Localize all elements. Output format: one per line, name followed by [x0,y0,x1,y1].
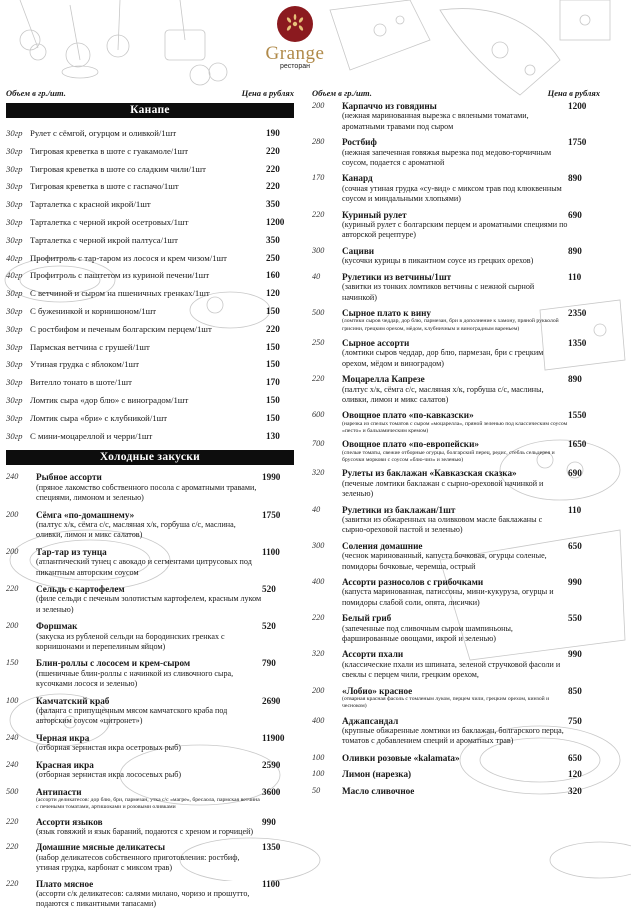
canape-row [6,374,294,392]
item-name: Ассорти разносолов с грибочками [342,577,484,587]
item-body [342,338,568,369]
item-price: 130 [266,430,280,441]
item-body [342,505,568,536]
item-volume: 220 [6,842,19,852]
item-volume: 400 [312,577,325,586]
item-body [36,621,262,652]
menu-item [312,272,600,303]
cheese-sketch [330,0,610,95]
item-description: (капуста маринованная, патиссоны, мини-кукуруза, огурцы и помидоры слабой соли, опята, лисички) [342,587,554,607]
restaurant-logo [255,6,335,90]
item-body [342,137,568,168]
item-price: 110 [568,271,582,282]
item-price: 220 [266,181,280,192]
item-name: Рулетики из баклажан/1шт [342,504,456,515]
item-price: 350 [266,234,280,245]
item-price: 1100 [262,546,280,557]
menu-item [312,769,600,779]
menu-item [312,210,600,241]
item-name: Овощное плато «по-европейски» [342,439,479,450]
menu-item [6,472,294,503]
item-name: Белый гриб [342,613,392,624]
item-price: 890 [568,173,582,184]
item-volume: 500 [6,786,19,796]
item-volume: 40 [312,271,321,281]
cold-appetizers-list-continued [312,101,600,796]
item-name: Профитроль с паштетом из куриной печени/1шт [30,270,210,281]
item-name: Камчатский краб [36,695,110,706]
item-description: (нежная запеченная говяжья вырезка под медово-горчичным соусом, подается с ароматной [342,147,552,168]
left-column [6,88,294,910]
item-volume: 30гр [6,199,23,210]
menu-item [312,649,600,680]
item-price: 520 [262,621,276,632]
logo-name: Grange [265,43,325,64]
item-volume: 170 [312,173,325,183]
item-price: 650 [568,540,582,551]
item-name: Ассорти языков [36,816,103,827]
menu-item [312,468,600,499]
item-volume: 30гр [6,394,23,405]
item-volume: 220 [6,878,19,888]
right-column [312,88,600,796]
item-name: Масло сливочное [342,785,415,796]
item-price: 150 [266,305,280,316]
item-volume: 30гр [6,128,23,138]
item-price: 220 [266,145,280,156]
menu-item [312,173,600,204]
item-body [342,210,568,241]
item-name: Тарталетка с красной икрой/1шт [30,199,151,210]
item-volume: 30гр [6,377,23,388]
item-price: 1200 [266,216,285,227]
item-volume: 200 [6,546,19,556]
menu-item [6,510,294,541]
item-body [342,577,568,608]
canape-row [6,356,294,374]
menu-item [312,613,600,644]
menu-item [6,787,294,812]
item-name: Ломтик сыра «дор блю» с виноградом/1шт [30,394,189,405]
item-volume: 220 [6,816,19,826]
item-volume: 200 [312,685,325,695]
item-body [36,733,262,754]
item-description: (сочная утиная грудка «су-вид» с миксом трав под клюквенным соусом и миндальными хлопьями) [342,183,562,204]
item-volume: 240 [6,759,19,769]
item-description: (палтус х/к, сёмга с/с, масляная х/к, горбуша с/с, маслина, оливки, лимон и микс салатов) [36,519,236,540]
item-name: Куриный рулет [342,209,407,220]
item-name: Рулетики из ветчины/1шт [342,271,452,282]
item-volume: 200 [6,509,19,519]
item-description: (фаланга с припущенным мясом камчатского краба под авторским соусом «цитронет») [36,706,228,726]
item-volume: 30гр [6,216,23,227]
item-volume: 40гр [6,252,23,263]
item-volume: 30гр [6,323,23,334]
canape-row [6,232,294,250]
canape-list [6,125,294,445]
menu-item [312,246,600,267]
canape-row [6,214,294,232]
item-name: Соления домашние [342,540,423,551]
item-volume: 300 [312,540,325,550]
item-name: С мини-моцареллой и черри/1шт [30,430,153,441]
item-name: Профитроль с тар-таром из лосося и крем чизом/1шт [30,252,227,263]
canape-row [6,428,294,446]
item-body [342,272,568,303]
item-price: 1200 [568,101,587,111]
item-price: 2690 [262,695,281,706]
item-body [36,547,262,578]
item-body [342,101,568,132]
item-description: (атлантический тунец с авокадо и сегментами цитрусовых под пикантным авторским соусом [36,557,252,577]
item-body [342,173,568,204]
item-volume: 100 [312,752,325,762]
item-body [342,308,568,333]
menu-item [312,686,600,711]
menu-item [312,374,600,405]
item-name: Вителло тонато в шоте/1шт [30,377,132,388]
item-name: Карпаччо из говядины [342,101,437,111]
item-description: (чеснок маринованный, капуста бочковая, огурцы соленые, помидоры бочковые, черемша, острый [342,551,547,571]
menu-item [6,696,294,727]
item-description: (закуска из рубленой сельди на бородинских гренках с корнишонами и перепелиным яйцом) [36,631,225,652]
item-price: 1100 [262,878,280,889]
menu-item [312,439,600,464]
item-description: (завитки из обжаренных на оливковом масле баклажаны с сырно-ореховой пастой и зеленью) [342,514,543,535]
item-body [36,760,262,781]
item-volume: 30гр [6,234,23,245]
item-description: (запеченные под сливочным сыром шампиньоны, фаршированные овощами, икрой и зеленью) [342,623,513,644]
item-price: 3600 [262,786,281,797]
item-price: 890 [568,374,582,385]
canape-row [6,250,294,268]
canape-row [6,143,294,161]
item-volume: 150 [6,658,19,668]
item-name: Тар-тар из тунца [36,546,107,557]
item-price: 220 [266,163,280,174]
item-body [342,246,568,267]
item-name: Ростбиф [342,137,377,148]
canape-section-title: Канапе [6,103,294,118]
item-volume: 700 [312,439,325,449]
item-volume: 300 [312,245,325,255]
item-volume: 320 [312,468,325,478]
item-name: Сырное плато к вину [342,307,431,318]
item-name: Тигровая креветка в шоте со сладким чили/1шт [30,163,206,174]
item-name: Тигровая креветка в шоте с гаспачо/1шт [30,181,179,192]
item-price: 320 [568,785,582,796]
menu-item [6,621,294,652]
item-body [342,716,568,747]
item-body [342,686,568,711]
item-volume: 220 [312,613,325,623]
item-body [342,439,568,464]
item-body [342,468,568,499]
item-price: 1350 [262,842,281,853]
canape-row [6,321,294,339]
item-volume: 250 [312,337,325,347]
item-volume: 220 [312,374,325,384]
item-price: 250 [266,252,280,263]
item-price: 170 [266,377,280,388]
item-body [36,842,262,873]
item-description: (кусочки курицы в пикантном соусе из грецких орехов) [342,256,534,266]
item-name: Овощное плато «по-кавказски» [342,410,474,421]
item-name: Рулет с сёмгой, огурцом и оливкой/1шт [30,128,177,138]
item-price: 120 [568,769,582,780]
item-description: (нарезка из спелых томатов с сыром «моцарелла», пряной зеленью под классическим соусом «песто» и бальзамическим кремом) [342,420,568,435]
item-volume: 30гр [6,430,23,441]
item-description: (филе сельди с печеным золотистым картофелем, красным луком и зеленью) [36,594,262,614]
item-price: 990 [262,816,276,827]
item-name: С ветчиной и сыром на пшеничных гренках/1шт [30,288,210,299]
item-body [36,787,262,812]
menu-item [6,584,294,615]
menu-item [312,716,600,747]
item-volume: 30гр [6,412,23,423]
item-price: 1750 [262,509,281,520]
item-name: Рулеты из баклажан «Кавказская сказка» [342,468,517,479]
menu-item [312,505,600,536]
item-name: Сырное ассорти [342,337,410,348]
logo-subtitle: ресторан [280,63,310,70]
item-name: Моцарелла Капрезе [342,374,425,385]
item-price: 690 [568,468,582,479]
item-price: 220 [266,323,280,334]
item-name: Рыбное ассорти [36,472,102,483]
item-price: 1350 [568,337,587,348]
item-price: 790 [262,658,276,669]
item-volume: 280 [312,137,325,147]
item-body [36,817,262,838]
item-body [36,658,262,689]
item-description: (пряное лакомство собственного посола с ароматными травами, специями, лимоном и зеленью) [36,482,257,503]
item-body [342,374,568,405]
item-price: 1990 [262,472,281,483]
item-name: С буженинкой и корнишоном/1шт [30,305,157,316]
item-name: Тарталетка с черной икрой палтуса/1шт [30,234,178,245]
item-description: (нежная маринованная вырезка с вялеными томатами, ароматными травами под сыром [342,111,529,131]
canape-row [6,178,294,196]
menu-item [6,733,294,754]
item-volume: 30гр [6,288,23,299]
item-volume: 100 [6,695,19,705]
item-price: 1650 [568,439,587,450]
item-price: 120 [266,288,280,299]
item-description: (классические пхали из шпината, зеленой стручковой фасоли и свеклы с перцем чили, грецким орехом, [342,659,561,680]
item-name: «Лобио» красное [342,685,413,696]
item-name: Тигровая креветка в шоте с гуакамоле/1шт [30,145,189,156]
menu-item [312,410,600,435]
item-body [342,649,568,680]
item-body [342,613,568,644]
item-volume: 200 [312,101,325,110]
item-description: (куриный рулет с болгарским перцем и ароматными специями по авторской рецептуре) [342,220,568,240]
item-price: 150 [266,341,280,352]
item-price: 150 [266,359,280,370]
menu-item [312,577,600,608]
item-price: 150 [266,412,280,423]
item-price: 190 [266,128,280,138]
item-volume: 30гр [6,305,23,316]
menu-item [312,101,600,132]
item-name: Пармская ветчина с грушей/1шт [30,341,150,352]
menu-item [312,753,600,763]
item-name: Сельдь с картофелем [36,584,125,594]
menu-item [312,786,600,796]
item-body [342,769,568,779]
wheat-ornament-icon [283,13,307,35]
price-header: Цена в рублях [547,88,600,98]
item-name: Плато мясное [36,878,94,889]
canape-sketch [20,0,227,85]
item-volume: 600 [312,410,325,420]
item-volume: 30гр [6,359,23,370]
volume-header: Объем в гр./шт. [312,88,372,98]
item-volume: 220 [312,209,325,219]
price-header: Цена в рублях [241,88,294,98]
volume-header: Объем в гр./шт. [6,88,66,98]
item-description: (крупные обжаренные ломтики из баклажан, болгарского перца, томатов с добавлением специй и ароматных трав) [342,726,564,746]
item-name: Красная икра [36,759,94,770]
canape-row [6,339,294,357]
item-price: 1550 [568,410,587,421]
left-column-header [6,88,294,101]
canape-row [6,125,294,143]
item-price: 2350 [568,307,587,318]
canape-row [6,392,294,410]
item-name: С ростбифом и печеным болгарским перцем/1шт [30,323,212,334]
item-description: (пшеничные блин-роллы с начинкой из сливочного сыра, кусочками лосося и зеленью) [36,668,234,689]
item-description: (завитки из тонких ломтиков ветчины с нежной сырной начинкой) [342,282,535,302]
menu-item [6,842,294,873]
item-description: (спелые томаты, свежие отборные огурцы, болгарский перец, редис, стебль сельдерея и брусочки моркови с соусом «блю-чиз» и зеленью) [342,449,555,464]
item-volume: 30гр [6,163,23,174]
item-name: Аджапсандал [342,715,399,726]
item-volume: 30гр [6,341,23,352]
menu-item [312,541,600,572]
cold-appetizers-list [6,472,294,909]
item-body [342,541,568,572]
item-name: Канард [342,173,373,184]
item-description: (ломтики сыров чеддар, дор блю, пармезан, бри с грецким орехом, мёдом и виноградом) [342,348,544,368]
item-volume: 220 [6,584,19,593]
item-body [36,472,262,503]
item-name: Сациви [342,245,375,256]
item-description: (набор деликатесов собственного приготовления: ростбиф, утиная грудка, карбонат с миксом трав) [36,852,240,873]
item-price: 690 [568,209,582,220]
menu-item [6,547,294,578]
menu-item [6,817,294,838]
item-description: (ассорти деликатесов: дор блю, бри, пармезан, утка с/с «магре», бресаола, пармская ветчина с печеными томатами, артишоками и розовыми оливками [36,796,260,811]
item-price: 110 [568,504,582,515]
item-description: (печеные ломтики баклажан с сырно-ореховой начинкой и зеленью) [342,478,544,499]
menu-item [6,658,294,689]
item-name: Лимон (нарезка) [342,769,412,780]
item-body [342,410,568,435]
item-price: 350 [266,199,280,210]
item-price: 520 [262,584,276,594]
item-volume: 500 [312,307,325,317]
item-name: Черная икра [36,732,90,743]
item-body [36,510,262,541]
item-price: 11900 [262,732,285,743]
item-volume: 50 [312,785,321,795]
item-volume: 40гр [6,270,23,281]
item-price: 750 [568,715,582,726]
item-price: 550 [568,613,582,624]
item-description: (отварная красная фасоль с томленым луком, перцем чили, грецким орехом, кинзой и чесноком) [342,696,550,710]
item-volume: 240 [6,472,19,482]
item-price: 1750 [568,137,587,148]
item-name: Антипасти [36,786,82,797]
cold-section-title: Холодные закуски [6,450,294,465]
item-name: Утиная грудка с яблоком/1шт [30,359,139,370]
item-name: Тарталетка с черной икрой осетровых/1шт [30,216,189,227]
menu-item [312,137,600,168]
canape-row [6,285,294,303]
item-description: (отборная зернистая икра лососевых рыб) [36,770,182,780]
menu-item [6,879,294,910]
menu-item [312,308,600,333]
canape-row [6,267,294,285]
menu-item [312,338,600,369]
item-volume: 240 [6,732,19,742]
item-body [36,584,262,615]
item-volume: 30гр [6,181,23,192]
item-volume: 400 [312,715,325,725]
right-column-header [312,88,600,101]
item-name: Блин-роллы с лососем и крем-сыром [36,658,191,669]
item-body [342,786,568,796]
item-description: (ломтики сыров чеддар, дор блю, пармезан, бри в дополнение к хамону, пряной рукколой грисини, грецким орехом, мёдом, клубничным и виноградным вареньем) [342,318,559,332]
item-name: Ломтик сыра «бри» с клубникой/1шт [30,412,168,423]
item-price: 2590 [262,759,281,770]
canape-row [6,161,294,179]
item-description: (палтус х/к, сёмга с/с, масляная х/к, горбуша с/с, маслины, оливки, лимон и микс салатов) [342,384,544,404]
canape-row [6,410,294,428]
menu-item [6,760,294,781]
logo-badge [277,6,313,42]
item-price: 650 [568,752,582,763]
item-name: Ассорти пхали [342,649,404,660]
canape-row [6,303,294,321]
item-description: (ассорти с/к деликатесов: салями милано, чоризо и прошутто, подаются с пикантными тапасами) [36,888,250,909]
item-price: 990 [568,649,582,660]
item-body [36,879,262,910]
item-volume: 100 [312,769,325,779]
item-body [342,753,568,763]
item-name: Форшмак [36,621,78,632]
item-name: Сёмга «по-домашнему» [36,509,135,520]
item-name: Оливки розовые «kalamata» [342,752,460,763]
item-price: 990 [568,577,582,587]
item-price: 160 [266,270,280,281]
item-name: Домашние мясные деликатесы [36,842,166,853]
item-price: 850 [568,685,582,696]
item-volume: 30гр [6,145,23,156]
item-body [36,696,262,727]
item-volume: 320 [312,649,325,659]
item-volume: 200 [6,621,19,631]
item-price: 890 [568,245,582,256]
item-description: (отборная зернистая икра осетровых рыб) [36,743,181,753]
item-volume: 40 [312,504,321,514]
canape-row [6,196,294,214]
item-description: (язык говяжий и язык бараний, подаются с хреном и горчицей) [36,826,254,836]
item-price: 150 [266,394,280,405]
